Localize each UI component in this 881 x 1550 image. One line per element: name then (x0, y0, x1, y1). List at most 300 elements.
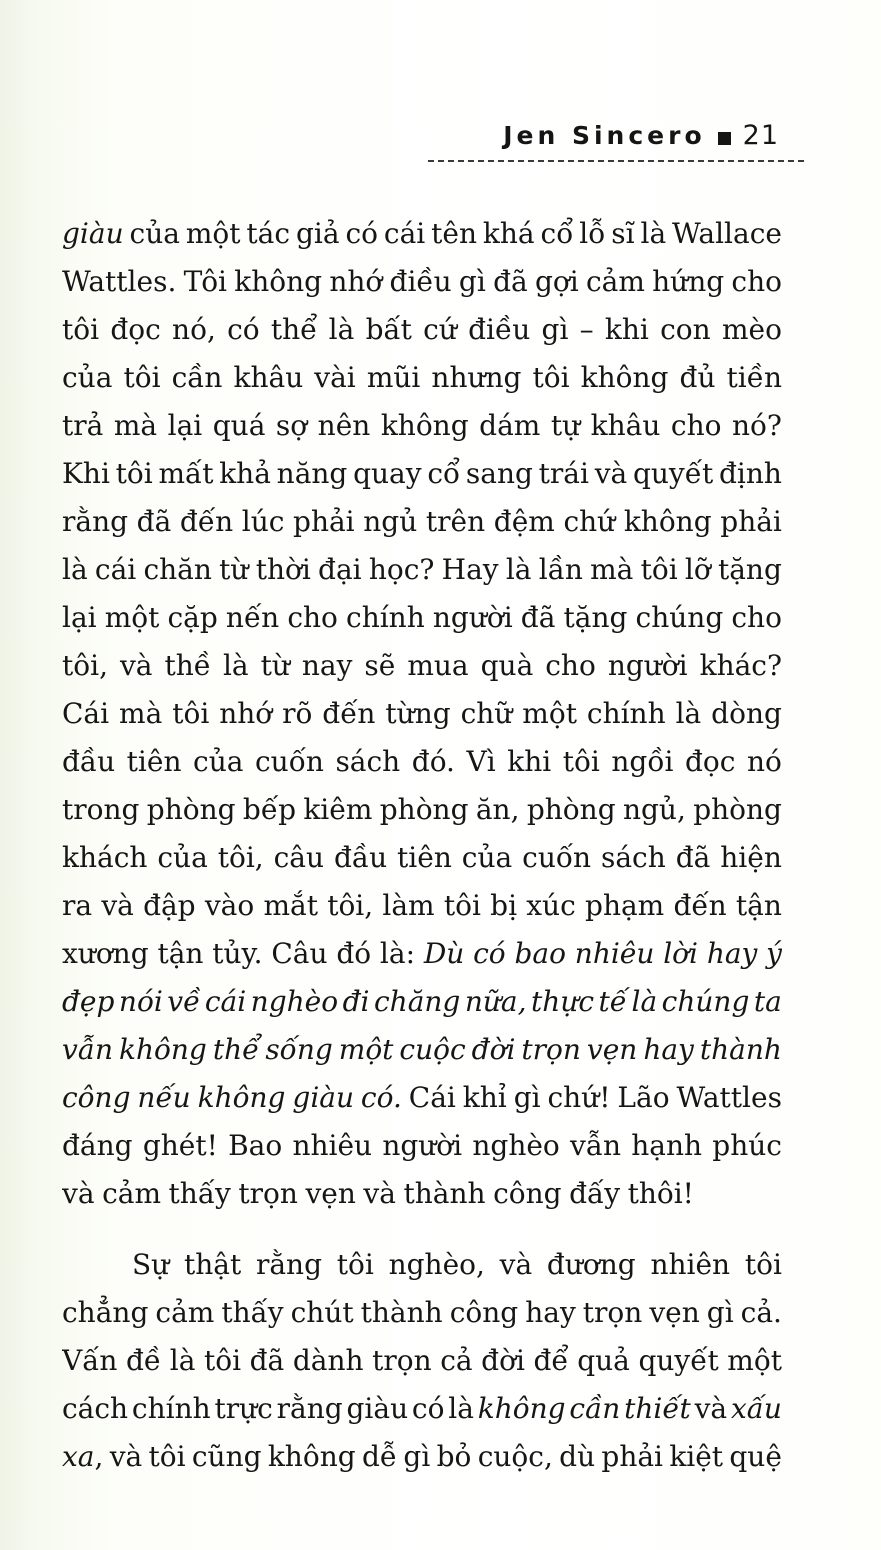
word: cái (383, 217, 426, 250)
word: tặng (563, 601, 628, 634)
word: đấy (569, 1177, 621, 1210)
word: từng (385, 697, 451, 730)
word: gì (706, 1296, 734, 1329)
word: có (345, 217, 378, 250)
word: nghèo (250, 985, 339, 1018)
word: đại (318, 553, 362, 586)
word: giả (295, 217, 340, 250)
text-line (62, 786, 782, 834)
word: tôi (203, 1344, 242, 1377)
word: là (222, 649, 249, 682)
word: đương (546, 1248, 636, 1281)
word: và (694, 1392, 728, 1425)
word: tủy. (212, 937, 263, 970)
word: đã (136, 505, 172, 538)
word: hay (706, 937, 758, 970)
text-line (62, 882, 782, 930)
word: lỗ (579, 217, 606, 250)
word: thể (212, 1033, 260, 1066)
word: đời (471, 1033, 516, 1066)
running-header (503, 120, 779, 151)
word: tận (735, 889, 782, 922)
text-line (62, 930, 782, 978)
word: tôi (115, 457, 153, 490)
word: cho (731, 265, 782, 298)
word: là (631, 985, 658, 1018)
author-name: Jen Sincero (503, 121, 706, 150)
word: gợi (534, 265, 579, 298)
word: tôi (640, 553, 678, 586)
word: đời (481, 1344, 525, 1377)
word: và (119, 649, 153, 682)
word: vẹn (586, 1033, 638, 1066)
text-line (62, 1241, 782, 1289)
word: ta (753, 985, 782, 1018)
word: gì (403, 1440, 431, 1473)
word: chính (131, 1392, 211, 1425)
word: nhiên (650, 1248, 731, 1281)
word: đọc (110, 313, 161, 346)
text-line (62, 642, 782, 690)
comma: , (94, 1440, 104, 1473)
word: nay (301, 649, 353, 682)
word: của (193, 745, 244, 778)
word: chúng (661, 985, 750, 1018)
word: người (432, 601, 513, 634)
word: giàu (292, 1081, 354, 1114)
word: là (62, 553, 88, 586)
word: hay (525, 1296, 576, 1329)
word: cảm (585, 265, 645, 298)
word: nên (317, 409, 371, 442)
word: một (727, 1344, 782, 1377)
word: cuộc (399, 1033, 466, 1066)
word: thiết (624, 1392, 691, 1425)
word: trên (425, 505, 486, 538)
word: phòng (693, 793, 782, 826)
word: cuộc, (477, 1440, 553, 1473)
word: mà (119, 697, 163, 730)
word: nhưng (431, 361, 522, 394)
word: Câu (271, 937, 328, 970)
word: cứ (423, 313, 457, 346)
word: bao (514, 937, 566, 970)
word: tôi (532, 361, 570, 394)
word: của (129, 217, 180, 250)
word: ngủ, (622, 793, 686, 826)
word: rằng (276, 1392, 343, 1425)
word: cho (670, 409, 722, 442)
word: nói (118, 985, 163, 1018)
word: hiện (720, 841, 782, 874)
text-line (62, 354, 782, 402)
word: cảm (102, 1177, 161, 1210)
word: vẫn (62, 1033, 114, 1066)
word: và (62, 1177, 95, 1210)
word: chính (586, 697, 666, 730)
word: khách (62, 841, 148, 874)
word: quá (212, 409, 266, 442)
word: cũng (191, 1440, 262, 1473)
word: sợ (275, 409, 308, 442)
word: khâu (590, 409, 661, 442)
word: một (522, 697, 577, 730)
word: thành (403, 1177, 486, 1210)
word: người (382, 1129, 463, 1162)
word: vẹn (649, 1296, 700, 1329)
word: người (607, 649, 688, 682)
word: đẹp (62, 985, 115, 1018)
word: tôi (443, 889, 481, 922)
word: hạnh (631, 1129, 703, 1162)
word: tôi, (217, 841, 264, 874)
word: không (580, 361, 669, 394)
word: có (411, 1392, 445, 1425)
word: mất (158, 457, 214, 490)
word: sang (465, 457, 533, 490)
word: sách (600, 841, 666, 874)
word: là (675, 697, 702, 730)
word: thể (270, 313, 318, 346)
word: cho (731, 601, 782, 634)
word: tiền (726, 361, 782, 394)
word: nến (225, 601, 280, 634)
word: quệ (729, 1440, 782, 1473)
word: ngủ (363, 505, 418, 538)
word: mắt (263, 889, 318, 922)
word: kiệt (669, 1440, 724, 1473)
word: cuốn (255, 745, 324, 778)
word: đến (322, 697, 376, 730)
word: trọn (372, 1344, 432, 1377)
word: có. (360, 1081, 402, 1114)
word: thấy (221, 1296, 284, 1329)
text-line (62, 690, 782, 738)
text-line (62, 594, 782, 642)
word: và (109, 1440, 143, 1473)
word: chăn (143, 553, 212, 586)
word: cách (62, 1392, 129, 1425)
word: dù (559, 1440, 596, 1473)
word: mèo (721, 313, 782, 346)
word: ăn, (475, 793, 520, 826)
word: phòng (146, 793, 236, 826)
word: tên (431, 217, 478, 250)
word: thực (531, 985, 595, 1018)
word: thật (183, 1248, 242, 1281)
word: giàu (62, 217, 124, 250)
word: gì (458, 265, 486, 298)
word: cổ (540, 217, 574, 250)
word: và (363, 1177, 396, 1210)
word: Bao (228, 1129, 283, 1162)
header-dashed-rule (428, 160, 804, 162)
word: đầu (333, 841, 388, 874)
word: đi (342, 985, 370, 1018)
word: khi (507, 745, 552, 778)
word: tôi (562, 745, 600, 778)
text-line (62, 1170, 782, 1218)
word: mà (590, 553, 634, 586)
word: con (660, 313, 711, 346)
word: Vấn (62, 1344, 118, 1377)
word: câu (273, 841, 325, 874)
word: không (380, 409, 469, 442)
text-line (62, 258, 782, 306)
word: phải (293, 505, 355, 538)
word: là (505, 553, 532, 586)
word: không (197, 1081, 286, 1114)
word: khác? (699, 649, 782, 682)
word: nhớ (219, 697, 273, 730)
word: cho (545, 649, 596, 682)
word: và (499, 1248, 533, 1281)
word: một (185, 217, 241, 250)
word: Khi (62, 457, 110, 490)
word: Hay (441, 553, 499, 586)
word: từ (219, 553, 249, 586)
word: cảm (155, 1296, 215, 1329)
word: học? (368, 553, 435, 586)
text-line (62, 738, 782, 786)
word: Cái (408, 1081, 456, 1114)
word: chăng (373, 985, 461, 1018)
text-line (62, 1122, 782, 1170)
page-number: 21 (742, 120, 779, 151)
word: đập (143, 889, 196, 922)
word: xúc (526, 889, 576, 922)
word: tôi, (62, 649, 108, 682)
text-line (62, 834, 782, 882)
word: đề (126, 1344, 162, 1377)
word: kiêm (303, 793, 373, 826)
word: tôi (123, 361, 161, 394)
word: về (167, 985, 201, 1018)
text-line (62, 1433, 782, 1481)
word: xương (62, 937, 149, 970)
word: tế (598, 985, 628, 1018)
word: của (461, 841, 513, 874)
word: tiên (397, 841, 452, 874)
word: không (477, 1392, 566, 1425)
word: hay (643, 1033, 694, 1066)
word: Dù (423, 937, 465, 970)
word: Sự (132, 1248, 170, 1281)
word: của (62, 361, 113, 394)
word: vẫn (570, 1129, 622, 1162)
word: ý (766, 937, 782, 970)
text-line (62, 210, 782, 258)
word: cả (440, 1344, 473, 1377)
word: xa, (62, 1440, 104, 1473)
word: cái (204, 985, 247, 1018)
word: trong (62, 793, 140, 826)
word: rằng (255, 1248, 322, 1281)
word: mũi (366, 361, 421, 394)
paragraph (62, 210, 782, 1218)
text-line (62, 1289, 782, 1337)
word: dám (479, 409, 541, 442)
paragraph (62, 1241, 782, 1481)
word: đã (520, 601, 556, 634)
paragraph-gap (62, 1218, 782, 1241)
word: là: (379, 937, 416, 970)
word: rằng (62, 505, 129, 538)
word: tôi (62, 313, 100, 346)
word: đệm (493, 505, 555, 538)
word: đến (673, 889, 727, 922)
word: bỏ (436, 1440, 472, 1473)
word: nhiêu (292, 1129, 373, 1162)
word: năng (276, 457, 348, 490)
word: đến (179, 505, 234, 538)
word: khả (219, 457, 271, 490)
word: vài (314, 361, 356, 394)
word: phải (601, 1440, 664, 1473)
word: ghét! (142, 1129, 218, 1162)
word: cho (287, 601, 338, 634)
word: nó, (172, 313, 216, 346)
word: trọn (582, 1296, 643, 1329)
text-line (62, 1026, 782, 1074)
word: công (62, 1081, 131, 1114)
word: đã (493, 265, 528, 298)
word: cần (569, 1392, 621, 1425)
word: cần (171, 361, 223, 394)
word: tặng (717, 553, 782, 586)
word: vào (204, 889, 255, 922)
word: tiên (126, 745, 182, 778)
word: đầu (62, 745, 116, 778)
body-text (62, 210, 782, 1481)
square-bullet-icon (718, 132, 731, 145)
word: mua (407, 649, 469, 682)
word: công (493, 1177, 562, 1210)
word: để (533, 1344, 569, 1377)
word: không (119, 1033, 207, 1066)
word: lúc (241, 505, 285, 538)
word: từ (260, 649, 290, 682)
word: chẳng (62, 1296, 149, 1329)
word: cuốn (522, 841, 592, 874)
word: thành (360, 1296, 443, 1329)
word: tôi, (327, 889, 374, 922)
word: lần (538, 553, 583, 586)
word: hứng (652, 265, 725, 298)
word: phòng (379, 793, 469, 826)
word: quả (577, 1344, 630, 1377)
word: đã (675, 841, 711, 874)
word: là (640, 217, 667, 250)
text-line (62, 1074, 782, 1122)
word: tôi (744, 1248, 782, 1281)
word: Lão (617, 1081, 670, 1114)
word: một (338, 1033, 394, 1066)
word: dễ (361, 1440, 398, 1473)
word: đã (249, 1344, 285, 1377)
word: bất (365, 313, 412, 346)
word: một (104, 601, 160, 634)
word: có (227, 313, 260, 346)
word: thấy (168, 1177, 231, 1210)
word: phạm (585, 889, 665, 922)
word: khi (604, 313, 649, 346)
word: nữa, (464, 985, 527, 1018)
word: làm (382, 889, 435, 922)
word: chúng (635, 601, 724, 634)
word: cả. (740, 1296, 782, 1329)
word: của (157, 841, 208, 874)
word: ra (62, 889, 93, 922)
word: lại (62, 601, 97, 634)
word: đủ (679, 361, 716, 394)
word: tôi (336, 1248, 374, 1281)
word: trực (214, 1392, 273, 1425)
text-line (62, 1337, 782, 1385)
word: cổ (427, 457, 461, 490)
word: không (267, 1440, 356, 1473)
word: tự (550, 409, 581, 442)
word: đó. (411, 745, 455, 778)
word: nó (747, 745, 782, 778)
word: Cái (62, 697, 110, 730)
word: thời (255, 553, 311, 586)
word: chính (346, 601, 425, 634)
word: ngồi (611, 745, 674, 778)
word: cái (94, 553, 137, 586)
word: nghèo (472, 1129, 560, 1162)
word: là (328, 313, 355, 346)
word: quà (480, 649, 534, 682)
word: nó? (732, 409, 782, 442)
word: giàu (346, 1392, 409, 1425)
word: chữ (460, 697, 513, 730)
word: Wallace (672, 217, 782, 250)
word: định (718, 457, 782, 490)
word: trái (538, 457, 589, 490)
word: sẽ (364, 649, 396, 682)
word: sĩ (611, 217, 635, 250)
text-line (62, 402, 782, 450)
word: không (623, 505, 712, 538)
word: sách (335, 745, 401, 778)
word: mà (113, 409, 158, 442)
word: bếp (242, 793, 296, 826)
word: thành (699, 1033, 782, 1066)
word: thề (164, 649, 211, 682)
word: cặp (167, 601, 218, 634)
word: sống (265, 1033, 333, 1066)
text-line (62, 1385, 782, 1433)
word: không (234, 265, 323, 298)
word: khâu (233, 361, 304, 394)
word: rõ (282, 697, 313, 730)
word: tác (246, 217, 291, 250)
word: quyết (638, 1344, 719, 1377)
word: Vì (466, 745, 496, 778)
word: nhiêu (574, 937, 655, 970)
word: xấu (730, 1392, 782, 1425)
word: khá (482, 217, 535, 250)
word: trả (62, 409, 104, 442)
word: khỉ (462, 1081, 507, 1114)
word: là (448, 1392, 474, 1425)
word: đáng (62, 1129, 133, 1162)
text-line (62, 450, 782, 498)
word: Wattles (676, 1081, 782, 1114)
word: lỡ (684, 553, 711, 586)
word: trọn (521, 1033, 581, 1066)
